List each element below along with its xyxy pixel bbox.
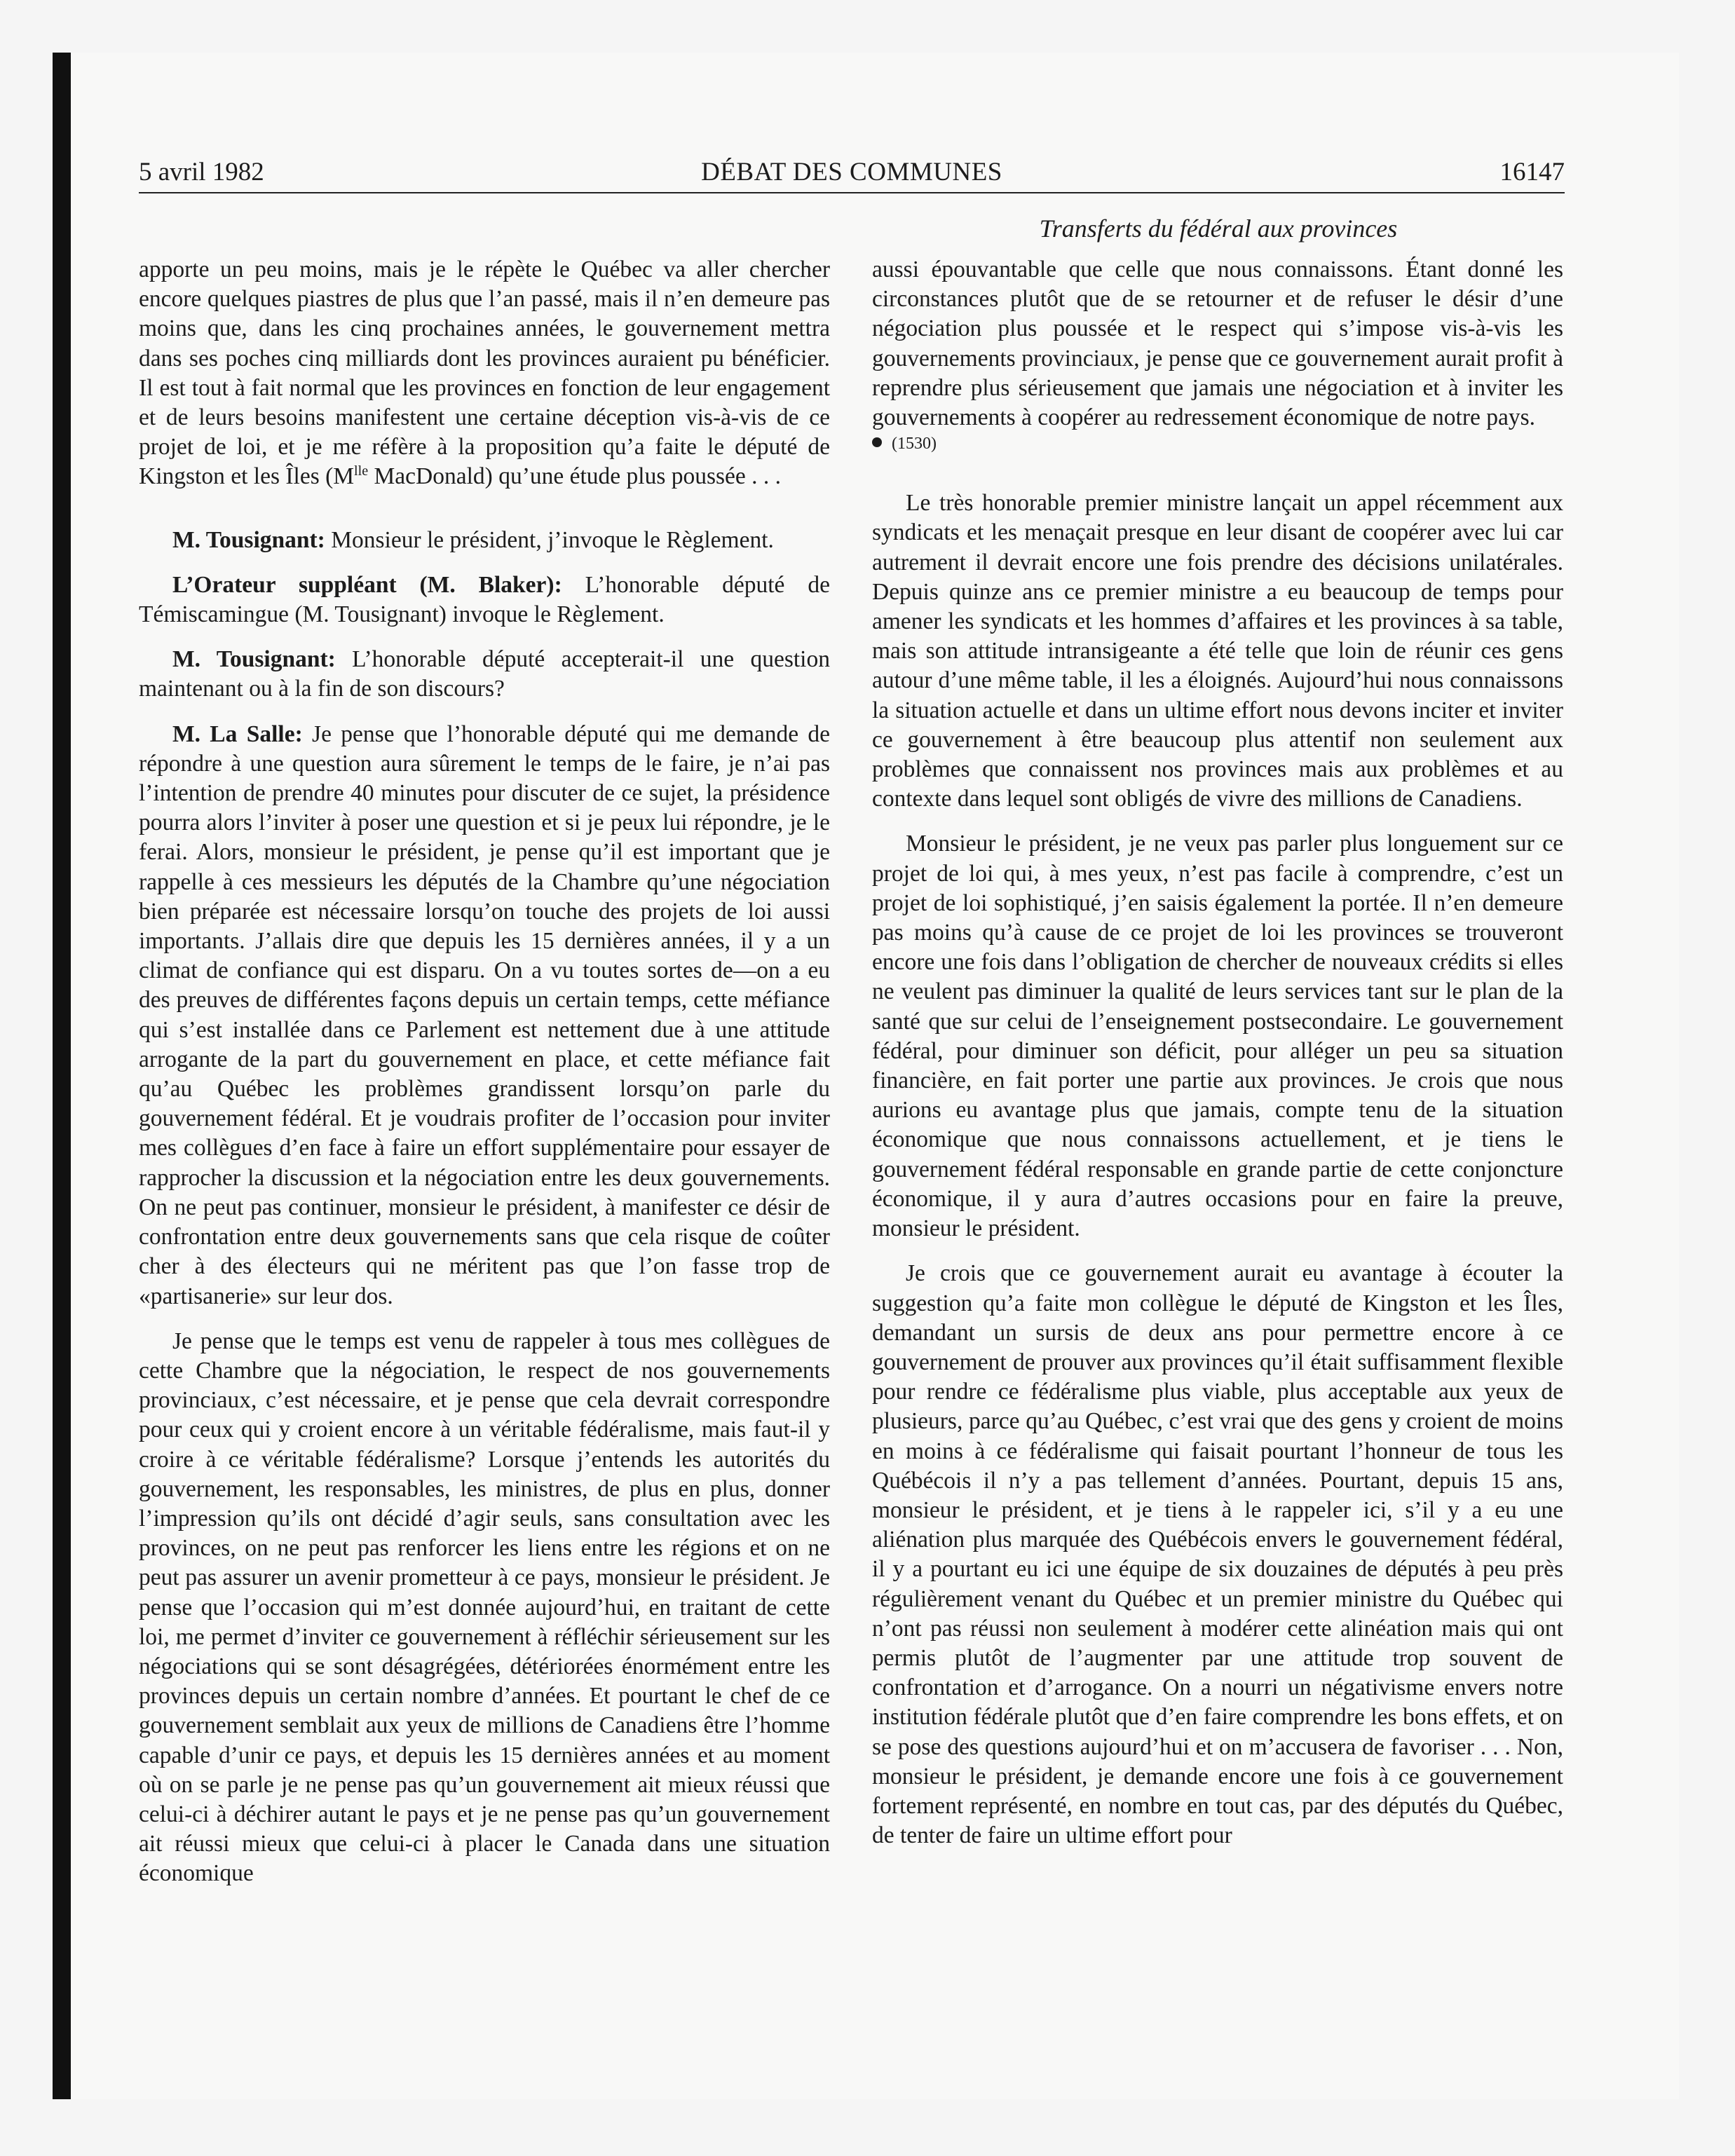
header-rule: [139, 192, 1565, 193]
speaker-name: M. Tousignant:: [172, 526, 325, 553]
paragraph: Monsieur le président, je ne veux pas parler plus longuement sur ce projet de loi qui, à mes yeux, n’est pas facile à comprendre, c’est un projet de loi sophistiqué, j’en saisis également la portée. Il n’en demeure pas moins qu’à cause de ce projet de loi les provinces se trouveront encore une fois dans l’obligation de chercher de nouveaux crédits si elles ne veulent pas diminuer la qualité de leurs services tant sur le plan de la santé que sur celui de l’enseignement postsecondaire. Le gouvernement fédéral, pour diminuer son déficit, pour alléger un peu sa situation financière, en fait porter une partie aux provinces. Je crois que nous aurions eu avantage plus que jamais, compte tenu de la situation économique que nous connaissons actuellement, et je tiens le gouvernement fédéral responsable en grande partie de cette conjoncture économique, il y aura d’autres occasions pour en faire la preuve, monsieur le président.: [872, 831, 1563, 1242]
paragraph: Je pense que le temps est venu de rappeler à tous mes collègues de cette Chambre que la négociation, le respect de nos gouvernements provinciaux, c’est nécessaire, et je pense que cela devrait correspondre pour ceux qui y croient encore à un véritable fédéralisme, mais faut-il y croire à ce véritable fédéralisme? Lorsque j’entends les autorités du gouvernement, les responsables, les ministres, de plus en plus, donner l’impression qu’ils ont décidé d’agir seuls, sans consultation avec les provinces, on ne peut pas renforcer les liens entre les régions et on ne peut pas assurer un avenir prometteur à ce pays, monsieur le président. Je pense que l’occasion qui m’est donnée aujourd’hui, en traitant de cette loi, me permet d’inviter ce gouvernement à réfléchir sérieusement sur les négociations qui se sont désagrégées, détériorées énormément entre les provinces depuis un certain nombre d’années. Et pourtant le chef de ce gouvernement semblait aux yeux de millions de Canadiens être l’homme capable d’unir ce pays, et depuis les 15 dernières années et au moment où on se parle je ne pense pas qu’un gouvernement ait mieux réussi que celui-ci à déchirer autant le pays et je ne pense pas qu’un gouvernement ait réussi mieux que celui-ci à placer le Canada dans une situation économique: [139, 1328, 830, 1887]
time-marker: (1530): [872, 432, 1563, 455]
header-date: 5 avril 1982: [139, 158, 264, 186]
paragraph: M. Tousignant: Monsieur le président, j’invoque le Règlement.: [172, 526, 774, 553]
section-subheader: Transferts du fédéral aux provinces: [1039, 214, 1398, 243]
speaker-name: M. Tousignant:: [172, 646, 336, 673]
header-title: DÉBAT DES COMMUNES: [701, 158, 1002, 186]
paragraph: aussi épouvantable que celle que nous connaissons. Étant donné les circonstances plutôt que de se retourner et de refuser le désir d’une négociation plus poussée et le respect qui s’impose vis-à-vis les gouvernements provinciaux, je pense que ce gouvernement aurait profit à reprendre plus sérieusement que jamais une négociation et à inviter les gouvernements à coopérer au redressement économique de notre pays.: [872, 257, 1563, 431]
paragraph: M. La Salle: Je pense que l’honorable député qui me demande de répondre à une question aura sûrement le temps de le faire, je n’ai pas l’intention de prendre 40 minutes pour discuter de ce sujet, la présidence pourra alors l’inviter à poser une question et si je peux lui répondre, je le ferai. Alors, monsieur le président, je pense qu’il est important que je rappelle à ces messieurs les députés de la Chambre qu’une négociation bien préparée est nécessaire lorsqu’on touche des projets de loi aussi importants. J’allais dire que depuis les 15 dernières années, il y a un climat de confiance qui est disparu. On a vu toutes sortes de—on a eu des preuves de différentes façons depuis un certain temps, cette méfiance qui s’est installée dans ce Parlement est nettement due à une attitude arrogante de la part du gouvernement en place, et cette méfiance fait qu’au Québec les problèmes grandissent lorsqu’on parle du gouvernement fédéral. Et je voudrais profiter de l’occasion pour inviter mes collègues d’en face à faire un effort supplémentaire pour essayer de rapprocher la discussion et la négociation entre les deux gouvernements. On ne peut pas continuer, monsieur le président, à manifester ce désir de confrontation entre deux gouvernements sans que cela risque de coûter cher à des électeurs qui ne méritent pas que l’on fasse trop de «partisanerie» sur leur dos.: [139, 721, 831, 1309]
scan-edge-bar: [53, 53, 71, 2099]
paragraph: Je crois que ce gouvernement aurait eu avantage à écouter la suggestion qu’a faite mon collègue le député de Kingston et les Îles, demandant un sursis de deux ans pour permettre encore à ce gouvernement de prouver aux provinces qu’il était suffisamment flexible pour rendre ce fédéralisme plus viable, plus acceptable aux yeux de plusieurs, parce qu’au Québec, c’est vrai que des gens y croient de moins en moins à ce fédéralisme qui faisait pourtant l’honneur de tous les Québécois il n’y a pas tellement d’années. Pourtant, depuis 15 ans, monsieur le président, et je tiens à le rappeler ici, s’il y a eu une aliénation plus marquée des Québécois envers le gouvernement fédéral, il y a pourtant eu ici une équipe de six douzaines de députés à peu près régulièrement venant du Québec et un premier ministre du Québec qui n’ont pas réussi non seulement à modérer cette alinéation mais qui ont permis plutôt de l’augmenter par une attitude trop souvent de confrontation et d’arrogance. On a nourri un négativisme envers notre institution fédérale plutôt que d’en faire comprendre les bons effets, et on se pose des questions aujourd’hui et on m’accusera de favoriser . . . Non, monsieur le président, je demande encore une fois à ce gouvernement fortement représenté, en nombre en tout cas, par des députés du Québec, de tenter de faire un ultime effort pour: [872, 1260, 1563, 1849]
right-column: [872, 255, 1563, 1850]
speaker-name: L’Orateur suppléant (M. Blaker):: [172, 571, 562, 598]
speaker-name: M. La Salle:: [172, 721, 303, 747]
paragraph: M. Tousignant: L’honorable député accepterait-il une question maintenant ou à la fin de son discours?: [139, 646, 830, 702]
paragraph: L’Orateur suppléant (M. Blaker): L’honorable député de Témiscamingue (M. Tousignant) invoque le Règlement.: [139, 571, 830, 628]
left-column: [139, 255, 830, 1889]
bullet-icon: [872, 437, 882, 447]
paragraph: Le très honorable premier ministre lançait un appel récemment aux syndicats et les menaçait presque en leur disant de coopérer avec lui car autrement il devrait encore une fois prendre des décisions unilatérales. Depuis quinze ans ce premier ministre a eu beaucoup de temps pour amener les syndicats et les hommes d’affaires et les provinces à sa table, mais son attitude intransigeante a été telle que loin de réunir ces gens autour d’une même table, il les a éloignés. Aujourd’hui nous connaissons la situation actuelle et dans un ultime effort nous devons inciter et inviter ce gouvernement à être beaucoup plus attentif non seulement aux problèmes que connaissent nos provinces mais aux problèmes et au contexte dans lequel sont obligés de vivre des millions de Canadiens.: [872, 490, 1563, 812]
running-header: [139, 156, 1565, 189]
paragraph: apporte un peu moins, mais je le répète le Québec va aller chercher encore quelques piastres de plus que l’an passé, mais il n’en demeure pas moins que, dans les cinq prochaines années, le gouvernement mettra dans ses poches cinq milliards dont les provinces auraient pu bénéficier. Il est tout à fait normal que les provinces en fonction de leur engagement et de leurs besoins manifestent une certaine déception vis-à-vis de ce projet de loi, et je me réfère à la proposition qu’a faite le député de Kingston et les Îles ($M^{lle}$ MacDonald) qu’une étude plus poussée . . .: [139, 257, 830, 490]
page-number: 16147: [1499, 158, 1565, 186]
